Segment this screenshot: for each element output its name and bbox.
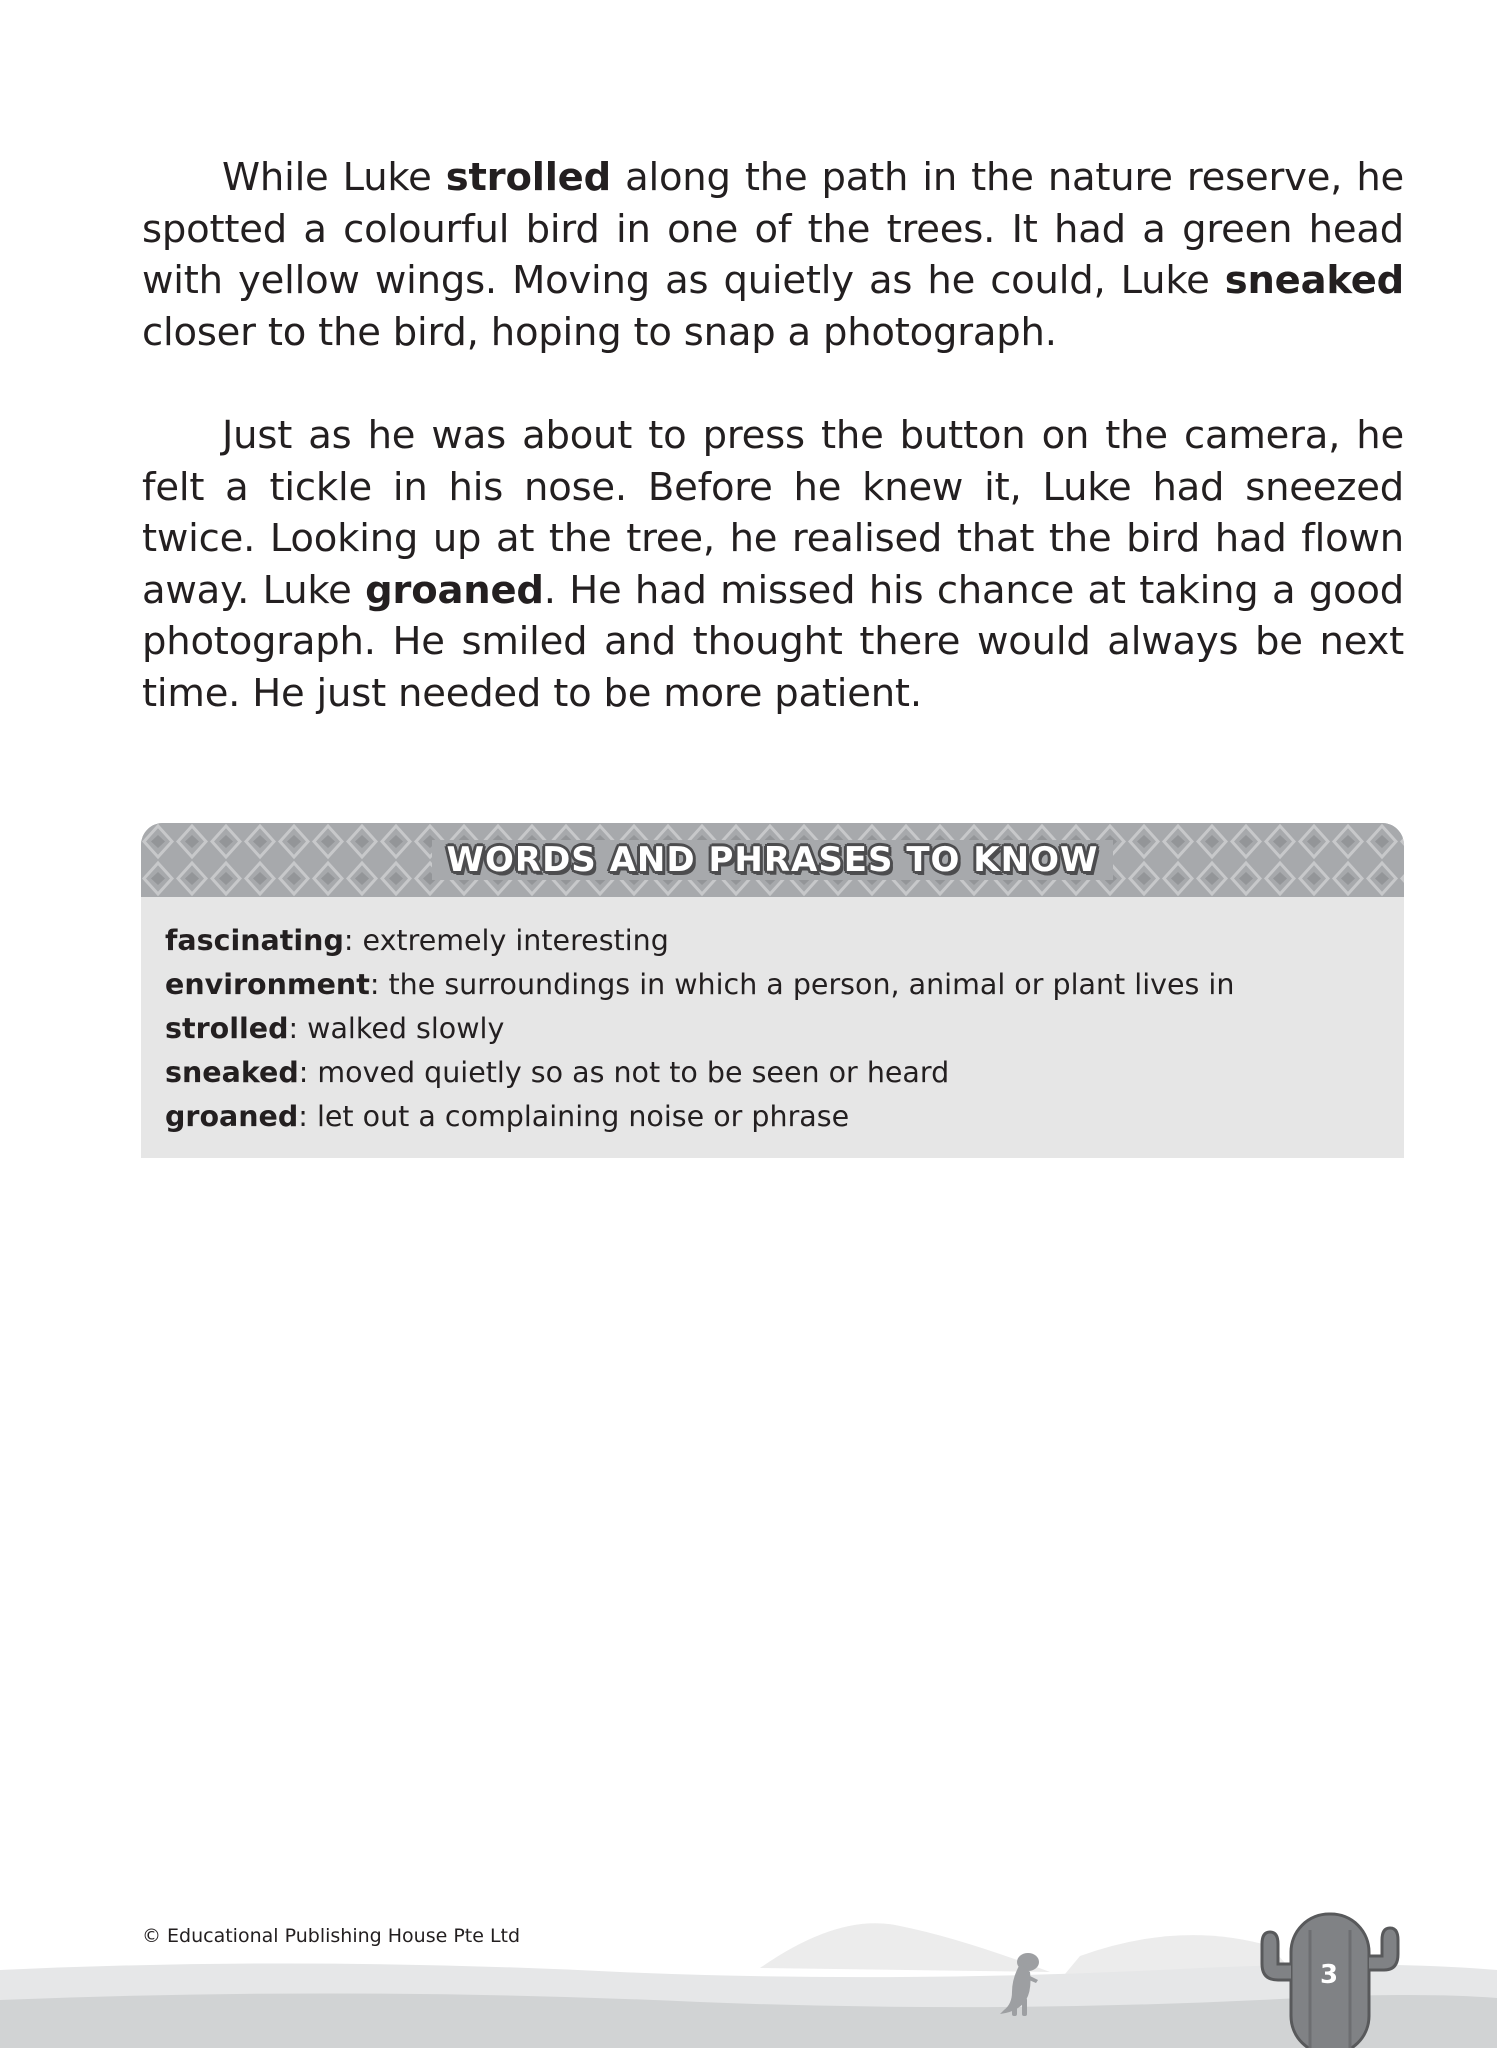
vocabulary-header <box>141 823 1404 897</box>
vocab-term: groaned <box>165 1100 299 1133</box>
story-text <box>142 152 1404 719</box>
vocab-definition: : the surroundings in which a person, animal or plant lives in <box>369 968 1235 1001</box>
page-number: 3 <box>1319 1960 1339 1990</box>
vocab-item <box>165 1051 1234 1095</box>
vocab-definition: : walked slowly <box>288 1012 505 1045</box>
vocab-term: fascinating <box>165 924 344 957</box>
footer-landscape <box>0 1860 1497 2048</box>
vocab-definition: : extremely interesting <box>343 924 669 957</box>
vocab-term: strolled <box>165 1012 289 1045</box>
vocab-item <box>165 919 1234 963</box>
vocabulary-box <box>141 823 1404 1158</box>
vocab-term: environment <box>165 968 370 1001</box>
vocab-item <box>165 963 1234 1007</box>
vocab-definition: : moved quietly so as not to be seen or heard <box>298 1056 950 1089</box>
story-paragraph-1: While Luke strolled along the path in the nature reserve, he spotted a colourful bird in one of the trees. It had a green head with yellow wings. Moving as quietly as he could, Luke sneaked closer to the bird, hoping to snap a photograph. <box>142 155 1405 355</box>
story-paragraph-2: Just as he was about to press the button on the camera, he felt a tickle in his nose. Before he knew it, Luke had sneezed twice. Looking up at the tree, he realised that the bird had flown away. Luke groaned. He had missed his chance at taking a good photograph. He smiled and thought there would always be next time. He just needed to be more patient. <box>142 413 1405 716</box>
copyright-notice: © Educational Publishing House Pte Ltd <box>142 1925 521 1947</box>
vocab-term: sneaked <box>165 1056 299 1089</box>
vocabulary-title: WORDS AND PHRASES TO KNOW <box>432 840 1112 880</box>
bold-word-groaned: groaned <box>365 567 544 613</box>
bold-word-strolled: strolled <box>445 155 611 200</box>
vocabulary-list <box>165 919 1234 1139</box>
vocab-item <box>165 1095 1234 1139</box>
bold-word-sneaked: sneaked <box>1224 258 1404 303</box>
vocab-definition: : let out a complaining noise or phrase <box>298 1100 850 1133</box>
vocab-item <box>165 1007 1234 1051</box>
